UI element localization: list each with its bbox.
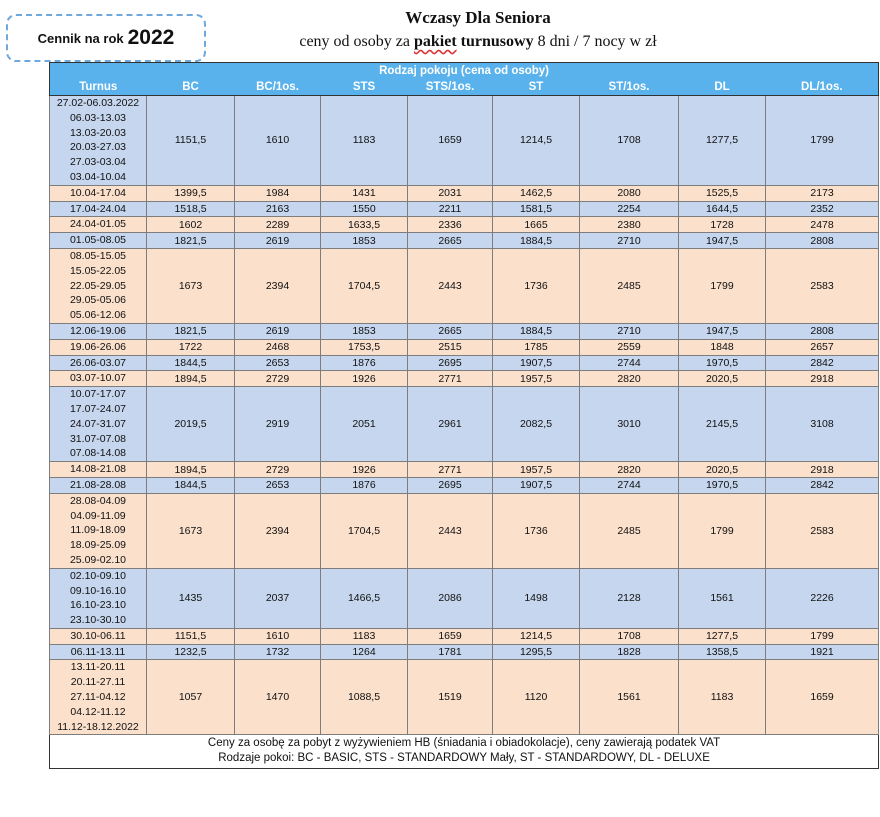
price-cell: 1550 bbox=[321, 201, 408, 217]
price-cell: 1957,5 bbox=[493, 371, 580, 387]
turnus-date: 02.10-09.10 bbox=[69, 569, 127, 582]
price-cell: 1581,5 bbox=[493, 201, 580, 217]
price-cell: 2744 bbox=[580, 355, 679, 371]
price-cell: 2919 bbox=[235, 387, 321, 462]
turnus-date: 20.03-27.03 bbox=[69, 141, 127, 154]
price-cell: 1728 bbox=[679, 217, 766, 233]
column-header: BC bbox=[147, 78, 235, 96]
turnus-date: 15.05-22.05 bbox=[69, 264, 127, 277]
price-cell: 1848 bbox=[679, 339, 766, 355]
price-cell: 2336 bbox=[408, 217, 493, 233]
footer-note-2: Rodzaje pokoi: BC - BASIC, STS - STANDARDOWY Mały, ST - STANDARDOWY, DL - DELUXE bbox=[218, 752, 710, 765]
price-cell: 1214,5 bbox=[493, 96, 580, 186]
price-cell: 1633,5 bbox=[321, 217, 408, 233]
price-cell: 1876 bbox=[321, 355, 408, 371]
price-cell: 2037 bbox=[235, 568, 321, 628]
turnus-date: 20.11-27.11 bbox=[70, 676, 126, 689]
price-cell: 1399,5 bbox=[147, 185, 235, 201]
price-cell: 1736 bbox=[493, 493, 580, 568]
price-cell: 2478 bbox=[766, 217, 879, 233]
price-cell: 2653 bbox=[235, 355, 321, 371]
turnus-date: 06.11-13.11 bbox=[70, 645, 126, 658]
table-row bbox=[50, 201, 879, 217]
turnus-date: 10.07-17.07 bbox=[69, 388, 127, 401]
table-group-header: Rodzaj pokoju (cena od osoby) bbox=[50, 63, 879, 79]
price-cell: 2771 bbox=[408, 462, 493, 478]
turnus-date: 14.08-21.08 bbox=[69, 463, 127, 476]
price-cell: 1704,5 bbox=[321, 493, 408, 568]
table-row bbox=[50, 371, 879, 387]
price-cell: 1844,5 bbox=[147, 477, 235, 493]
table-row bbox=[50, 568, 879, 628]
turnus-date: 12.06-19.06 bbox=[69, 324, 127, 337]
turnus-date: 04.12-11.12 bbox=[70, 705, 126, 718]
price-cell: 1853 bbox=[321, 233, 408, 249]
price-cell: 1884,5 bbox=[493, 323, 580, 339]
price-cell: 1659 bbox=[408, 628, 493, 644]
turnus-date: 11.12-18.12.2022 bbox=[57, 720, 139, 733]
price-cell: 2226 bbox=[766, 568, 879, 628]
price-cell: 1602 bbox=[147, 217, 235, 233]
price-cell: 1183 bbox=[321, 96, 408, 186]
turnus-date: 17.04-24.04 bbox=[69, 202, 127, 215]
turnus-cell bbox=[50, 644, 147, 660]
price-cell: 1435 bbox=[147, 568, 235, 628]
turnus-date: 27.02-06.03.2022 bbox=[56, 97, 140, 109]
price-cell: 2695 bbox=[408, 477, 493, 493]
turnus-date: 17.07-24.07 bbox=[69, 402, 127, 415]
price-cell: 1518,5 bbox=[147, 201, 235, 217]
title-line-2-pakiet: pakiet bbox=[413, 33, 457, 50]
turnus-date: 31.07-07.08 bbox=[69, 432, 127, 445]
turnus-cell bbox=[50, 96, 147, 186]
price-cell: 1947,5 bbox=[679, 233, 766, 249]
price-cell: 1057 bbox=[147, 660, 235, 735]
turnus-date: 27.11-04.12 bbox=[70, 691, 126, 704]
price-cell: 2665 bbox=[408, 233, 493, 249]
price-cell: 2173 bbox=[766, 185, 879, 201]
price-cell: 1799 bbox=[766, 628, 879, 644]
price-cell: 2128 bbox=[580, 568, 679, 628]
turnus-cell bbox=[50, 339, 147, 355]
price-cell: 1295,5 bbox=[493, 644, 580, 660]
table-row bbox=[50, 185, 879, 201]
price-cell: 1821,5 bbox=[147, 323, 235, 339]
table-row bbox=[50, 217, 879, 233]
price-cell: 2918 bbox=[766, 462, 879, 478]
turnus-cell bbox=[50, 217, 147, 233]
table-row bbox=[50, 660, 879, 735]
price-cell: 2080 bbox=[580, 185, 679, 201]
turnus-date: 05.06-12.06 bbox=[69, 309, 127, 322]
price-cell: 2657 bbox=[766, 339, 879, 355]
column-header: ST/1os. bbox=[580, 78, 679, 96]
price-cell: 2485 bbox=[580, 493, 679, 568]
price-cell: 2443 bbox=[408, 248, 493, 323]
price-cell: 2163 bbox=[235, 201, 321, 217]
price-cell: 2394 bbox=[235, 493, 321, 568]
turnus-date: 23.10-30.10 bbox=[69, 614, 127, 627]
price-cell: 2145,5 bbox=[679, 387, 766, 462]
turnus-cell bbox=[50, 462, 147, 478]
turnus-date: 25.09-02.10 bbox=[69, 553, 127, 566]
price-cell: 1732 bbox=[235, 644, 321, 660]
turnus-date: 16.10-23.10 bbox=[69, 599, 127, 612]
price-cell: 2254 bbox=[580, 201, 679, 217]
title-line-2-part-1: ceny od osoby za bbox=[299, 33, 414, 50]
price-cell: 1151,5 bbox=[147, 628, 235, 644]
table-row bbox=[50, 477, 879, 493]
turnus-date: 03.07-10.07 bbox=[69, 372, 127, 385]
price-cell: 1736 bbox=[493, 248, 580, 323]
price-cell: 1970,5 bbox=[679, 477, 766, 493]
price-cell: 1214,5 bbox=[493, 628, 580, 644]
turnus-date: 27.03-03.04 bbox=[69, 156, 127, 169]
turnus-date: 04.09-11.09 bbox=[70, 509, 126, 522]
column-header: DL bbox=[679, 78, 766, 96]
price-cell: 1876 bbox=[321, 477, 408, 493]
turnus-date: 21.08-28.08 bbox=[69, 478, 127, 491]
price-cell: 1462,5 bbox=[493, 185, 580, 201]
price-cell: 1722 bbox=[147, 339, 235, 355]
price-cell: 1561 bbox=[580, 660, 679, 735]
price-cell: 1470 bbox=[235, 660, 321, 735]
turnus-cell bbox=[50, 493, 147, 568]
table-row bbox=[50, 493, 879, 568]
turnus-date: 03.04-10.04 bbox=[69, 170, 127, 183]
table-row bbox=[50, 628, 879, 644]
price-cell: 1665 bbox=[493, 217, 580, 233]
table-row bbox=[50, 233, 879, 249]
table-row bbox=[50, 96, 879, 186]
price-cell: 1704,5 bbox=[321, 248, 408, 323]
price-cell: 2082,5 bbox=[493, 387, 580, 462]
column-header: ST bbox=[493, 78, 580, 96]
table-footer bbox=[50, 735, 879, 769]
column-header: Turnus bbox=[50, 78, 147, 96]
price-cell: 1610 bbox=[235, 628, 321, 644]
turnus-date: 08.05-15.05 bbox=[69, 249, 127, 262]
turnus-cell bbox=[50, 233, 147, 249]
price-cell: 2086 bbox=[408, 568, 493, 628]
title-line-2 bbox=[218, 33, 738, 51]
price-cell: 2653 bbox=[235, 477, 321, 493]
price-cell: 2744 bbox=[580, 477, 679, 493]
price-cell: 2808 bbox=[766, 323, 879, 339]
price-cell: 2051 bbox=[321, 387, 408, 462]
price-cell: 2485 bbox=[580, 248, 679, 323]
table-group-header-row bbox=[50, 63, 879, 79]
table-footer-row bbox=[50, 735, 879, 769]
price-cell: 1947,5 bbox=[679, 323, 766, 339]
price-cell: 1884,5 bbox=[493, 233, 580, 249]
price-cell: 2289 bbox=[235, 217, 321, 233]
price-cell: 1907,5 bbox=[493, 477, 580, 493]
turnus-date: 13.11-20.11 bbox=[70, 661, 126, 674]
price-cell: 2619 bbox=[235, 323, 321, 339]
turnus-date: 13.03-20.03 bbox=[69, 126, 127, 139]
price-cell: 1781 bbox=[408, 644, 493, 660]
turnus-cell bbox=[50, 477, 147, 493]
turnus-cell bbox=[50, 201, 147, 217]
price-cell: 1926 bbox=[321, 462, 408, 478]
price-cell: 1799 bbox=[679, 493, 766, 568]
turnus-date: 09.10-16.10 bbox=[69, 584, 127, 597]
price-cell: 2352 bbox=[766, 201, 879, 217]
price-cell: 2842 bbox=[766, 477, 879, 493]
price-cell: 1785 bbox=[493, 339, 580, 355]
turnus-date: 11.09-18.09 bbox=[70, 524, 126, 537]
title-line-2-turnusowy: turnusowy bbox=[456, 33, 534, 50]
price-cell: 2820 bbox=[580, 371, 679, 387]
price-cell: 1926 bbox=[321, 371, 408, 387]
year-badge bbox=[6, 14, 206, 62]
price-table bbox=[49, 62, 879, 769]
turnus-cell bbox=[50, 371, 147, 387]
turnus-date: 18.09-25.09 bbox=[69, 539, 127, 552]
price-cell: 1358,5 bbox=[679, 644, 766, 660]
price-cell: 1644,5 bbox=[679, 201, 766, 217]
price-cell: 2583 bbox=[766, 493, 879, 568]
price-cell: 1753,5 bbox=[321, 339, 408, 355]
turnus-date: 06.03-13.03 bbox=[69, 111, 127, 124]
turnus-date: 07.08-14.08 bbox=[69, 447, 127, 460]
price-cell: 2710 bbox=[580, 323, 679, 339]
price-cell: 1708 bbox=[580, 96, 679, 186]
price-cell: 2443 bbox=[408, 493, 493, 568]
price-cell: 2729 bbox=[235, 371, 321, 387]
turnus-cell bbox=[50, 568, 147, 628]
turnus-date: 10.04-17.04 bbox=[69, 186, 127, 199]
price-cell: 3108 bbox=[766, 387, 879, 462]
price-cell: 2020,5 bbox=[679, 371, 766, 387]
turnus-date: 26.06-03.07 bbox=[69, 356, 127, 369]
price-cell: 2619 bbox=[235, 233, 321, 249]
price-cell: 1264 bbox=[321, 644, 408, 660]
price-cell: 1277,5 bbox=[679, 96, 766, 186]
table-row bbox=[50, 387, 879, 462]
price-cell: 1894,5 bbox=[147, 371, 235, 387]
price-cell: 2468 bbox=[235, 339, 321, 355]
price-cell: 1151,5 bbox=[147, 96, 235, 186]
title-line-1: Wczasy Dla Seniora bbox=[405, 8, 551, 27]
price-cell: 2695 bbox=[408, 355, 493, 371]
price-cell: 1844,5 bbox=[147, 355, 235, 371]
price-cell: 1183 bbox=[321, 628, 408, 644]
price-cell: 1498 bbox=[493, 568, 580, 628]
price-cell: 1673 bbox=[147, 248, 235, 323]
price-cell: 1853 bbox=[321, 323, 408, 339]
price-cell: 2842 bbox=[766, 355, 879, 371]
price-cell: 1828 bbox=[580, 644, 679, 660]
price-cell: 2820 bbox=[580, 462, 679, 478]
turnus-cell bbox=[50, 660, 147, 735]
price-cell: 2031 bbox=[408, 185, 493, 201]
price-cell: 1561 bbox=[679, 568, 766, 628]
turnus-date: 24.07-31.07 bbox=[69, 417, 127, 430]
column-header: BC/1os. bbox=[235, 78, 321, 96]
price-cell: 1708 bbox=[580, 628, 679, 644]
price-cell: 2918 bbox=[766, 371, 879, 387]
price-cell: 1957,5 bbox=[493, 462, 580, 478]
table-row bbox=[50, 339, 879, 355]
price-cell: 1799 bbox=[679, 248, 766, 323]
table-row bbox=[50, 462, 879, 478]
price-cell: 1921 bbox=[766, 644, 879, 660]
price-cell: 2211 bbox=[408, 201, 493, 217]
turnus-date: 01.05-08.05 bbox=[69, 234, 127, 247]
column-header: STS bbox=[321, 78, 408, 96]
price-cell: 2515 bbox=[408, 339, 493, 355]
price-cell: 2710 bbox=[580, 233, 679, 249]
turnus-date: 29.05-05.06 bbox=[69, 294, 127, 307]
price-cell: 1907,5 bbox=[493, 355, 580, 371]
price-cell: 2665 bbox=[408, 323, 493, 339]
price-cell: 1659 bbox=[766, 660, 879, 735]
price-cell: 2394 bbox=[235, 248, 321, 323]
price-cell: 1519 bbox=[408, 660, 493, 735]
price-cell: 1525,5 bbox=[679, 185, 766, 201]
table-row bbox=[50, 323, 879, 339]
price-cell: 2380 bbox=[580, 217, 679, 233]
price-cell: 2961 bbox=[408, 387, 493, 462]
badge-year: 2022 bbox=[127, 26, 175, 49]
turnus-date: 24.04-01.05 bbox=[69, 218, 127, 231]
price-cell: 2771 bbox=[408, 371, 493, 387]
title-line-2-part-3: 8 dni / 7 nocy w zł bbox=[533, 33, 657, 50]
turnus-date: 22.05-29.05 bbox=[69, 279, 127, 292]
footer-note-1: Ceny za osobę za pobyt z wyżywieniem HB (śniadania i obiadokolacje), ceny zawierają podatek VAT bbox=[207, 737, 721, 750]
price-cell: 1277,5 bbox=[679, 628, 766, 644]
price-cell: 1088,5 bbox=[321, 660, 408, 735]
turnus-date: 30.10-06.11 bbox=[70, 629, 126, 642]
price-cell: 3010 bbox=[580, 387, 679, 462]
turnus-cell bbox=[50, 185, 147, 201]
table-row bbox=[50, 355, 879, 371]
price-cell: 1431 bbox=[321, 185, 408, 201]
price-cell: 1673 bbox=[147, 493, 235, 568]
price-cell: 1659 bbox=[408, 96, 493, 186]
price-cell: 2583 bbox=[766, 248, 879, 323]
price-cell: 2729 bbox=[235, 462, 321, 478]
column-header: STS/1os. bbox=[408, 78, 493, 96]
price-cell: 2808 bbox=[766, 233, 879, 249]
price-cell: 1970,5 bbox=[679, 355, 766, 371]
table-row bbox=[50, 248, 879, 323]
table-row bbox=[50, 644, 879, 660]
turnus-cell bbox=[50, 323, 147, 339]
turnus-date: 28.08-04.09 bbox=[69, 494, 127, 507]
price-cell: 1610 bbox=[235, 96, 321, 186]
price-cell: 1183 bbox=[679, 660, 766, 735]
price-cell: 1232,5 bbox=[147, 644, 235, 660]
turnus-cell bbox=[50, 248, 147, 323]
price-cell: 2019,5 bbox=[147, 387, 235, 462]
price-cell: 1984 bbox=[235, 185, 321, 201]
price-cell: 1799 bbox=[766, 96, 879, 186]
price-cell: 2559 bbox=[580, 339, 679, 355]
table-column-header-row bbox=[50, 78, 879, 96]
turnus-cell bbox=[50, 355, 147, 371]
page-title bbox=[218, 8, 738, 51]
price-cell: 2020,5 bbox=[679, 462, 766, 478]
price-cell: 1894,5 bbox=[147, 462, 235, 478]
turnus-date: 19.06-26.06 bbox=[69, 340, 127, 353]
badge-label: Cennik na rok bbox=[37, 30, 124, 46]
turnus-cell bbox=[50, 628, 147, 644]
price-cell: 1120 bbox=[493, 660, 580, 735]
turnus-cell bbox=[50, 387, 147, 462]
column-header: DL/1os. bbox=[766, 78, 879, 96]
table-body bbox=[50, 96, 879, 735]
price-cell: 1466,5 bbox=[321, 568, 408, 628]
price-cell: 1821,5 bbox=[147, 233, 235, 249]
